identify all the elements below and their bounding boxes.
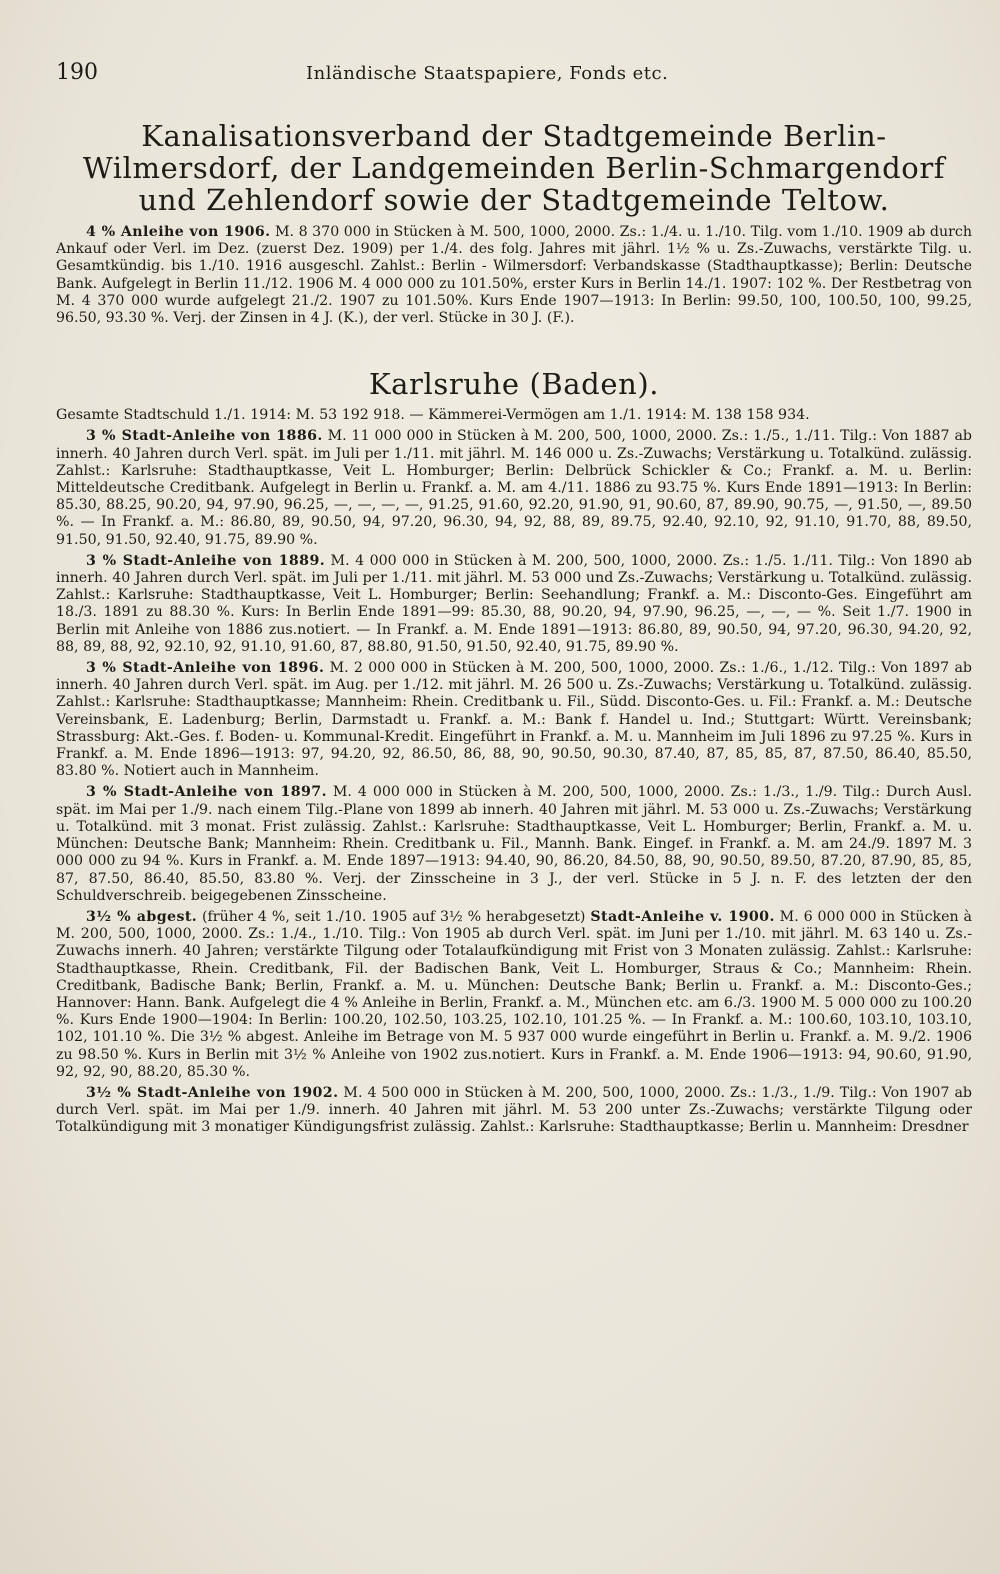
bond-note: (früher 4 %, seit 1./10. 1905 auf 3½ % herabgesetzt): [197, 908, 591, 925]
bond-entry: [56, 660, 972, 780]
bond-entry: [56, 1085, 972, 1137]
bond-lead: 3 % Stadt-Anleihe von 1897.: [86, 784, 327, 801]
bond-lead-secondary: Stadt-Anleihe v. 1900.: [590, 908, 775, 925]
bond-text: M. 6 000 000 in Stücken à M. 200, 500, 1000, 2000. Zs.: 1./4., 1./10. Tilg.: Von 1905 ab durch Verl. spät. im Juni per 1./10. mit jährl. M. 63 140 u. Zs.-Zuwachs innerh. 40 Jahren; verstärkte Tilgung oder Totalaufkündigung mit Frist von 3 Monaten zulässig. Zahlst.: Karlsruhe: Stadthauptkasse, Rhein. Creditbank, Fil. der Badischen Bank, Veit L. Homburger, Straus & Co.; Mannheim: Rhein. Creditbank, Badische Bank; Berlin, Frankf. a. M. u. München: Deutsche Bank; Berlin u. Frankf. a. M.: Disconto-Ges.; Hannover: Hann. Bank. Aufgelegt die 4 % Anleihe in Berlin, Frankf. a. M., München etc. am 6./3. 1900 M. 5 000 000 zu 100.20 %. Kurs Ende 1900—1904: In Berlin: 100.20, 102.50, 103.25, 102.10, 101.25 %. — In Frankf. a. M.: 100.60, 103.10, 103.10, 102, 101.10 %. Die 3½ % abgest. Anleihe im Betrage von M. 5 937 000 wurde eingeführt in Berlin u. Frankf. a. M. 9./2. 1906 zu 98.50 %. Kurs in Berlin mit 3½ % Anleihe von 1902 zus.notiert. Kurs in Frankf. a. M. Ende 1906—1913: 94, 90.60, 91.90, 92, 92, 90, 88.20, 85.30 %.: [56, 908, 972, 1080]
bond-lead: 3 % Stadt-Anleihe von 1889.: [86, 552, 326, 569]
section-title-karlsruhe: Karlsruhe (Baden).: [368, 367, 660, 402]
bond-text: M. 4 500 000 in Stücken à M. 200, 500, 1000, 2000. Zs.: 1./3., 1./9. Tilg.: Von 1907 ab durch Verl. spät. im Mai per 1./9. innerh. 40 Jahren mit jährl. M. 53 200 unter Zs.-Zuwachs; verstärkte Tilgung oder Totalkündigung mit 3 monatiger Kündigungsfrist zulässig. Zahlst.: Karlsruhe: Stadthauptkasse; Berlin u. Mannheim: Dresdner: [56, 1084, 972, 1136]
running-title: Inländische Staatspapiere, Fonds etc.: [306, 63, 669, 84]
bond-text: M. 2 000 000 in Stücken à M. 200, 500, 1000, 2000. Zs.: 1./6., 1./12. Tilg.: Von 1897 ab innerh. 40 Jahren durch Verl. spät. im Aug. per 1./12. mit jährl. M. 26 500 u. Zs.-Zuwachs; Verstärkung u. Totalkünd. zulässig. Zahlst.: Karlsruhe: Stadthauptkasse; Mannheim: Rhein. Creditbank u. Fil., Südd. Disconto-Ges. u. Fil.: Frankf. a. M.: Deutsche Vereinsbank, E. Ladenburg; Berlin, Darmstadt u. Frankf. a. M.: Bank f. Handel u. Ind.; Stuttgart: Württ. Vereinsbank; Strassburg: Akt.-Ges. f. Boden- u. Kommunal-Kredit. Eingeführt in Frankf. a. M. u. Mannheim im Juli 1896 zu 97.25 %. Kurs in Frankf. a. M. Ende 1896—1913: 97, 94.20, 92, 86.50, 86, 88, 90, 90.50, 90.30, 87.40, 87, 85, 85, 87, 87.50, 86.40, 85.50, 83.80 %. Notiert auch in Mannheim.: [56, 660, 972, 780]
bond-lead: 3 % Stadt-Anleihe von 1896.: [86, 660, 325, 677]
section-title-kanalisationsverband: Kanalisationsverband der Stadtgemeinde Berlin-Wilmersdorf, der Landgemeinden Berlin-Schmargendorf und Zehlendorf sowie der Stadtgemeinde Teltow.: [82, 119, 946, 217]
bond-lead: 3½ % Stadt-Anleihe von 1902.: [86, 1084, 339, 1101]
bond-entry: [56, 784, 972, 904]
bond-entry: [56, 224, 972, 327]
bond-text: M. 8 370 000 in Stücken à M. 500, 1000, 2000. Zs.: 1./4. u. 1./10. Tilg. vom 1./10. 1909 ab durch Ankauf oder Verl. im Dez. (zuerst Dez. 1909) per 1./4. des folg. Jahres mit jährl. 1½ % u. Zs.-Zuwachs, verstärkte Tilg. u. Gesamtkündig. bis 1./10. 1916 ausgeschl. Zahlst.: Berlin - Wilmersdorf: Verbandskasse (Stadthauptkasse); Berlin: Deutsche Bank. Aufgelegt in Berlin 11./12. 1906 M. 4 000 000 zu 101.50%, erster Kurs in Berlin 14./1. 1907: 102 %. Der Restbetrag von M. 4 370 000 wurde aufgelegt 21./2. 1907 zu 101.50%. Kurs Ende 1907—1913: In Berlin: 99.50, 100, 100.50, 100, 99.25, 96.50, 93.30 %. Verj. der Zinsen in 4 J. (K.), der verl. Stücke in 30 J. (F.).: [56, 224, 972, 327]
bond-lead: 3 % Stadt-Anleihe von 1886.: [86, 428, 323, 445]
bond-entry: [56, 428, 972, 548]
bond-text: M. 4 000 000 in Stücken à M. 200, 500, 1000, 2000. Zs.: 1./3., 1./9. Tilg.: Durch Ausl. spät. im Mai per 1./9. nach einem Tilg.-Plane von 1899 ab innerh. 40 Jahren mit jährl. M. 53 000 u. Zs.-Zuwachs; Verstärkung u. Totalkünd. mit 3 monat. Frist zulässig. Zahlst.: Karlsruhe: Stadthauptkasse, Veit L. Homburger; Berlin, Frankf. a. M. u. München: Deutsche Bank; Mannheim: Rhein. Creditbank u. Fil., Mannh. Bank. Eingef. in Frankf. a. M. am 24./9. 1897 M. 3 000 000 zu 94 %. Kurs in Frankf. a. M. Ende 1897—1913: 94.40, 90, 86.20, 84.50, 88, 90, 90.50, 89.50, 87.20, 87.90, 85, 85, 87, 87.50, 86.40, 85.50, 83.80 %. Verj. der Zinsscheine in 3 J., der verl. Stücke in 5 J. n. F. des letzten der den Schuldverschreib. beigegebenen Zinsscheine.: [56, 784, 972, 904]
bond-lead: 3½ % abgest.: [86, 908, 198, 925]
bond-entry: [56, 909, 972, 1081]
page-number: 190: [56, 60, 98, 85]
bond-text: M. 4 000 000 in Stücken à M. 200, 500, 1000, 2000. Zs.: 1./5. 1./11. Tilg.: Von 1890 ab innerh. 40 Jahren durch Verl. spät. im Juli per 1./11. mit jährl. M. 53 000 und Zs.-Zuwachs; Verstärkung u. Totalkünd. zulässig. Zahlst.: Karlsruhe: Stadthauptkasse, Veit L. Homburger; Berlin: Seehandlung; Frankf. a. M.: Disconto-Ges. Eingeführt am 18./3. 1891 zu 88.30 %. Kurs: In Berlin Ende 1891—99: 85.30, 88, 90.20, 94, 97.90, 96.25, —, —, — %. Seit 1./7. 1900 in Berlin mit Anleihe von 1886 zus.notiert. — In Frankf. a. M. Ende 1891—1913: 86.80, 89, 90.50, 94, 97.20, 96.30, 94.20, 92, 88, 89, 88, 92, 92.10, 92, 91.10, 91.60, 87, 88.80, 91.50, 91.50, 92.40, 91.75, 89.90 %.: [56, 552, 972, 655]
bond-lead: 4 % Anleihe von 1906.: [86, 224, 271, 240]
bond-entry: [56, 553, 972, 656]
running-header: [56, 60, 972, 100]
debt-summary: Gesamte Stadtschuld 1./1. 1914: M. 53 192 918. — Kämmerei-Vermögen am 1./1. 1914: M. 138 158 934.: [56, 407, 810, 424]
bond-text: M. 11 000 000 in Stücken à M. 200, 500, 1000, 2000. Zs.: 1./5., 1./11. Tilg.: Von 1887 ab innerh. 40 Jahren durch Verl. spät. im Juli per 1./11. mit jährl. M. 146 000 u. Zs.-Zuwachs; Verstärkung u. Totalkünd. zulässig. Zahlst.: Karlsruhe: Stadthauptkasse, Veit L. Homburger; Berlin: Delbrück Schickler & Co.; Frankf. a. M. u. Berlin: Mitteldeutsche Creditbank. Aufgelegt in Berlin u. Frankf. a. M. am 4./11. 1886 zu 93.75 %. Kurs Ende 1891—1913: In Berlin: 85.30, 88.25, 90.20, 94, 97.90, 96.25, —, —, —, —, 91.25, 91.60, 92.20, 91.90, 91, 90.60, 87, 89.90, 90.75, —, 91.50, —, 89.50 %. — In Frankf. a. M.: 86.80, 89, 90.50, 94, 97.20, 96.30, 94, 92, 88, 89, 89.75, 92.40, 92.10, 92, 91.10, 91.70, 88, 89.50, 91.50, 91.50, 92.40, 91.75, 89.90 %.: [56, 428, 972, 548]
